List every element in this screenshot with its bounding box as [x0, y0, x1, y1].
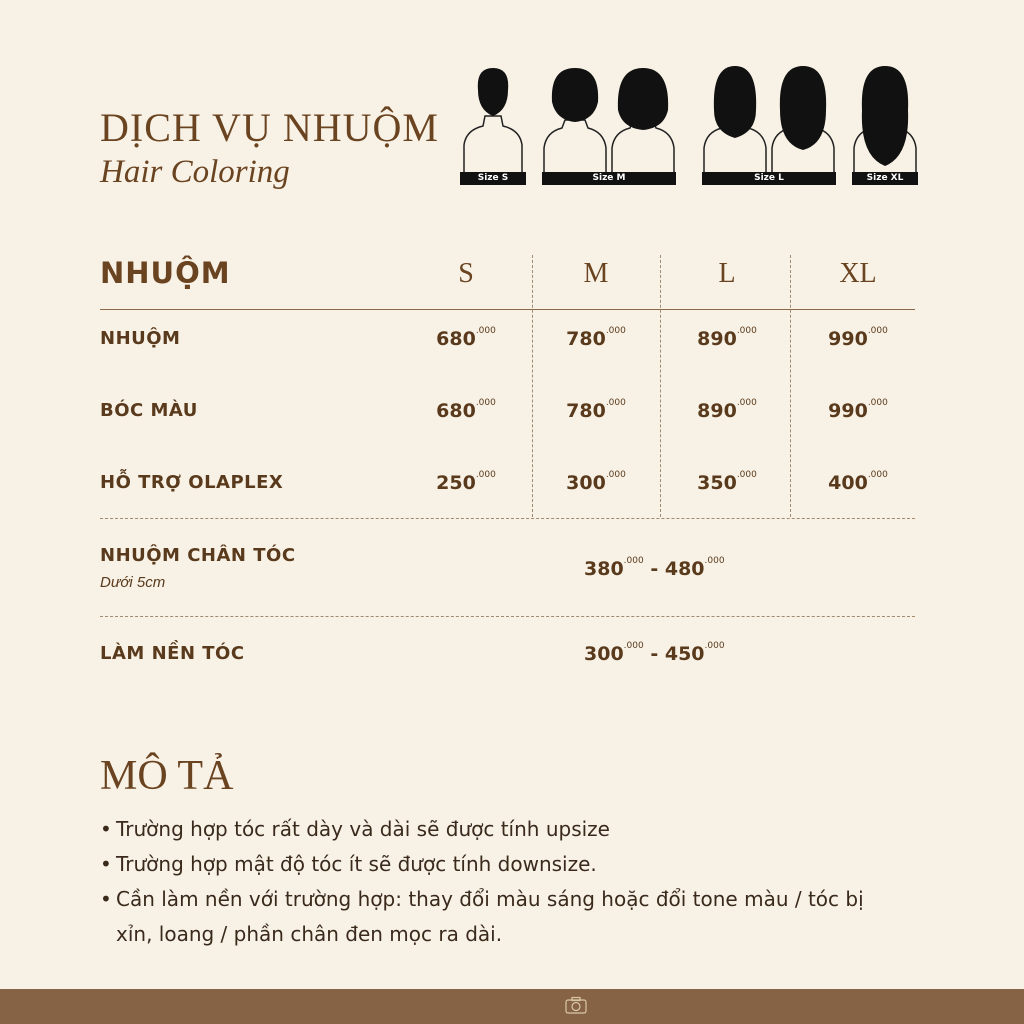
price-cell: $680^{.000}$ — [436, 326, 496, 350]
size-m-label: Size M — [542, 172, 676, 185]
row-label-nhuom: NHUỘM — [100, 328, 181, 349]
price-cell: $890^{.000}$ — [697, 398, 757, 422]
price-cell: $990^{.000}$ — [828, 326, 888, 350]
table-header-divider — [100, 309, 915, 310]
price-cell: $250^{.000}$ — [436, 470, 496, 494]
row-label-olaplex: HỖ TRỢ OLAPLEX — [100, 472, 284, 493]
price-cell: $680^{.000}$ — [436, 398, 496, 422]
price-cell: $890^{.000}$ — [697, 326, 757, 350]
price-cell: $350^{.000}$ — [697, 470, 757, 494]
list-item: • Trường hợp mật độ tóc ít sẽ được tính downsize. — [100, 847, 900, 882]
row-label-boc-mau: BÓC MÀU — [100, 400, 198, 421]
medium-hair-figure-icon — [542, 60, 678, 185]
row-label-lam-nen-toc: LÀM NỀN TÓC — [100, 643, 245, 664]
column-divider — [790, 255, 791, 517]
size-s-label: Size S — [460, 172, 526, 185]
column-header-l: L — [718, 258, 736, 289]
page-subtitle: Hair Coloring — [100, 154, 290, 190]
description-list — [100, 812, 900, 952]
extra-long-hair-figure-icon — [852, 60, 922, 185]
price-cell: $990^{.000}$ — [828, 398, 888, 422]
description-title: MÔ TẢ — [100, 753, 234, 799]
section-divider — [100, 616, 915, 617]
price-cell: $780^{.000}$ — [566, 398, 626, 422]
page-title: DỊCH VỤ NHUỘM — [100, 105, 439, 150]
column-header-xl: XL — [839, 258, 877, 289]
row-label-nhuom-chan-toc: NHUỘM CHÂN TÓC — [100, 545, 296, 566]
size-xl-label: Size XL — [852, 172, 918, 185]
price-cell: $300^{.000}$ — [566, 470, 626, 494]
section-divider — [100, 518, 915, 519]
list-item: • Cần làm nền với trường hợp: thay đổi màu sáng hoặc đổi tone màu / tóc bị xỉn, loang / phần chân đen mọc ra dài. — [100, 882, 900, 952]
price-cell: $780^{.000}$ — [566, 326, 626, 350]
long-hair-figure-icon — [702, 60, 838, 185]
column-divider — [532, 255, 533, 517]
footer-bar — [0, 989, 1024, 1024]
size-l-label: Size L — [702, 172, 836, 185]
short-hair-figure-icon — [458, 60, 528, 185]
camera-icon — [565, 996, 587, 1014]
row-sublabel: Dưới 5cm — [100, 574, 166, 591]
list-item: • Trường hợp tóc rất dày và dài sẽ được tính upsize — [100, 812, 900, 847]
price-range: $380^{.000} - 480^{.000}$ — [584, 556, 725, 580]
column-header-m: M — [583, 258, 609, 289]
column-divider — [660, 255, 661, 517]
table-header-label: NHUỘM — [100, 256, 231, 290]
hair-size-figures — [458, 60, 928, 190]
column-header-s: S — [458, 258, 474, 289]
price-range: $300^{.000} - 450^{.000}$ — [584, 641, 725, 665]
price-cell: $400^{.000}$ — [828, 470, 888, 494]
